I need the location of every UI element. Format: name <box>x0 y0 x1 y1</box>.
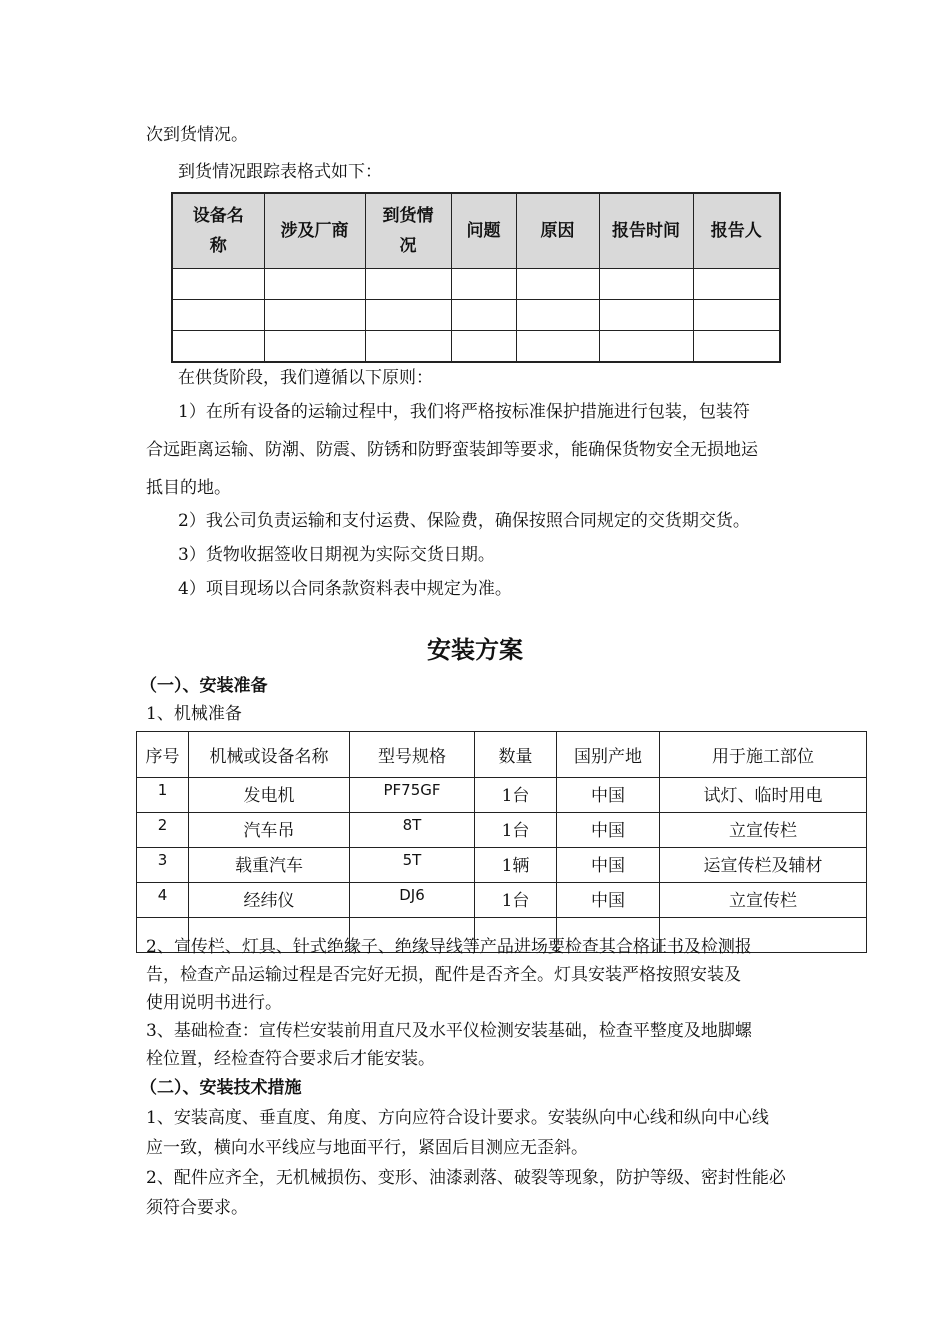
supply-principle-1-line-3: 抵目的地。 <box>146 478 231 498</box>
table-cell <box>516 331 599 363</box>
table-cell <box>264 300 365 331</box>
table-cell: 立宣传栏 <box>660 883 867 918</box>
table-cell: 1 <box>137 778 189 813</box>
supply-principle-3: 3）货物收据签收日期视为实际交货日期。 <box>178 545 495 565</box>
table-cell: 5T <box>350 848 475 883</box>
header-cell: 涉及厂商 <box>264 193 365 269</box>
table-cell: 2 <box>137 813 189 848</box>
table-cell <box>693 300 780 331</box>
intro-line-1: 次到货情况。 <box>146 125 248 145</box>
header-cell: 报告时间 <box>599 193 693 269</box>
table-cell <box>365 331 451 363</box>
tech-measure-2-line-2: 须符合要求。 <box>146 1198 248 1218</box>
table-row <box>137 813 867 848</box>
table-cell <box>172 331 264 363</box>
table-cell: 载重汽车 <box>189 848 350 883</box>
table-cell <box>693 331 780 363</box>
table-cell: 4 <box>137 883 189 918</box>
table-row <box>172 331 780 363</box>
table-cell: 3 <box>137 848 189 883</box>
table-cell <box>516 300 599 331</box>
table-cell: 中国 <box>557 848 660 883</box>
header-cell: 报告人 <box>693 193 780 269</box>
header-cell: 序号 <box>137 732 189 778</box>
foundation-check-line-2: 栓位置，经检查符合要求后才能安装。 <box>146 1049 435 1069</box>
table-cell <box>365 269 451 300</box>
table-cell: 1辆 <box>475 848 557 883</box>
table-cell <box>599 269 693 300</box>
tech-measure-1-line-2: 应一致，横向水平线应与地面平行，紧固后目测应无歪斜。 <box>146 1138 588 1158</box>
table-cell <box>172 269 264 300</box>
supply-intro: 在供货阶段，我们遵循以下原则： <box>178 368 433 388</box>
table-cell <box>693 269 780 300</box>
product-check-line-1: 2、宣传栏、灯具、针式绝缘子、绝缘导线等产品进场要检查其合格证书及检测报 <box>146 937 752 957</box>
table-cell: 中国 <box>557 883 660 918</box>
intro-line-2: 到货情况跟踪表格式如下： <box>178 162 382 182</box>
table-cell <box>599 300 693 331</box>
header-cell: 原因 <box>516 193 599 269</box>
table-row <box>137 883 867 918</box>
header-cell: 设备名称 <box>172 193 264 269</box>
table-header-row <box>172 193 780 269</box>
product-check-line-2: 告，检查产品运输过程是否完好无损，配件是否齐全。灯具安装严格按照安装及 <box>146 965 741 985</box>
table-row <box>137 848 867 883</box>
table-cell: 发电机 <box>189 778 350 813</box>
table-cell <box>451 331 516 363</box>
table-cell: 中国 <box>557 778 660 813</box>
supply-principle-1-line-2: 合远距离运输、防潮、防震、防锈和防野蛮装卸等要求，能确保货物安全无损地运 <box>146 440 758 460</box>
header-cell: 机械或设备名称 <box>189 732 350 778</box>
table-cell <box>451 300 516 331</box>
header-cell: 型号规格 <box>350 732 475 778</box>
product-check-line-3: 使用说明书进行。 <box>146 993 282 1013</box>
table-row <box>172 300 780 331</box>
header-cell: 问题 <box>451 193 516 269</box>
header-cell: 用于施工部位 <box>660 732 867 778</box>
supply-principle-2: 2）我公司负责运输和支付运费、保险费，确保按照合同规定的交货期交货。 <box>178 511 750 531</box>
table-row <box>137 778 867 813</box>
table-cell: 1台 <box>475 813 557 848</box>
foundation-check-line-1: 3、基础检查：宣传栏安装前用直尺及水平仪检测安装基础，检查平整度及地脚螺 <box>146 1021 752 1041</box>
table-cell <box>264 269 365 300</box>
table-cell: DJ6 <box>350 883 475 918</box>
header-cell: 国别产地 <box>557 732 660 778</box>
table-row <box>172 269 780 300</box>
table-cell <box>516 269 599 300</box>
table-cell: 试灯、临时用电 <box>660 778 867 813</box>
table-cell <box>172 300 264 331</box>
table-header-row <box>137 732 867 778</box>
machinery-prep-heading: 1、机械准备 <box>146 704 242 724</box>
machinery-table <box>136 731 867 953</box>
table-cell <box>365 300 451 331</box>
table-cell: 1台 <box>475 883 557 918</box>
table-cell: 1台 <box>475 778 557 813</box>
table-cell <box>264 331 365 363</box>
table-cell: 汽车吊 <box>189 813 350 848</box>
table-cell: PF75GF <box>350 778 475 813</box>
table-cell: 运宣传栏及辅材 <box>660 848 867 883</box>
arrival-tracking-table <box>171 192 781 363</box>
header-cell: 到货情况 <box>365 193 451 269</box>
supply-principle-1-line-1: 1）在所有设备的运输过程中，我们将严格按标准保护措施进行包装，包装符 <box>178 402 750 422</box>
table-cell: 经纬仪 <box>189 883 350 918</box>
supply-principle-4: 4）项目现场以合同条款资料表中规定为准。 <box>178 579 512 599</box>
table-cell <box>451 269 516 300</box>
table-cell: 立宣传栏 <box>660 813 867 848</box>
install-plan-title: 安装方案 <box>427 636 523 664</box>
tech-measure-2-line-1: 2、配件应齐全，无机械损伤、变形、油漆剥落、破裂等现象，防护等级、密封性能必 <box>146 1168 786 1188</box>
table-cell <box>599 331 693 363</box>
section-heading-technical-measures: （二）、安装技术措施 <box>140 1078 302 1098</box>
table-cell: 中国 <box>557 813 660 848</box>
tech-measure-1-line-1: 1、安装高度、垂直度、角度、方向应符合设计要求。安装纵向中心线和纵向中心线 <box>146 1108 769 1128</box>
table-cell: 8T <box>350 813 475 848</box>
section-heading-preparation: （一）、安装准备 <box>140 676 268 696</box>
header-cell: 数量 <box>475 732 557 778</box>
